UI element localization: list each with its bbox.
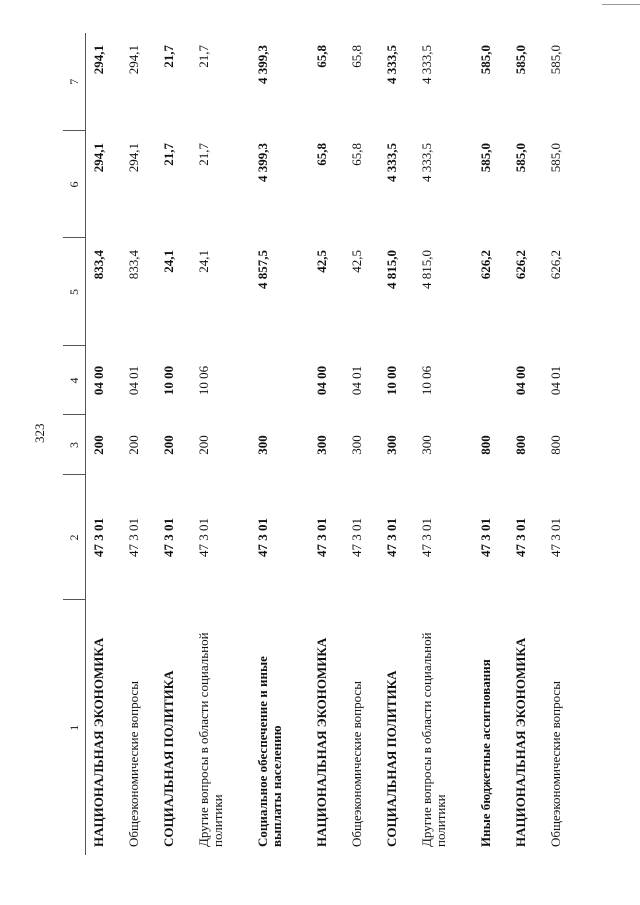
row-code-cell: 47 3 01: [255, 518, 271, 557]
row-code-cell: 47 3 01: [195, 518, 211, 557]
row-col7-cell: 585,0: [513, 45, 529, 75]
row-name-cell: СОЦИАЛЬНАЯ ПОЛИТИКА: [384, 670, 400, 847]
row-col7-cell: 4 333,5: [418, 45, 434, 84]
row-name-cell: Общеэкономические вопросы: [548, 681, 563, 847]
row-section-cell: [250, 346, 309, 415]
row-col7-cell: 21,7: [161, 45, 177, 68]
row-col7-cell: 65,8: [349, 45, 365, 68]
table-row: [250, 33, 309, 855]
row-code-cell: 47 3 01: [126, 518, 142, 557]
row-col7-cell: 585,0: [478, 45, 494, 75]
row-section-cell: 04 00: [314, 365, 330, 396]
table-row: [543, 33, 579, 855]
table-row: [309, 33, 344, 855]
row-code-cell: 47 3 01: [478, 518, 494, 557]
row-code-cell: 47 3 01: [314, 518, 330, 557]
row-code-cell: 47 3 01: [161, 518, 177, 557]
header-col-4: 4: [63, 346, 86, 415]
table-row: [121, 33, 156, 855]
row-name-cell: СОЦИАЛЬНАЯ ПОЛИТИКА: [161, 670, 177, 847]
row-type-cell: 300: [255, 435, 271, 455]
row-col5-cell: 4 815,0: [384, 250, 400, 289]
row-col6-cell: 294,1: [126, 143, 142, 173]
row-col5-cell: 4 857,5: [255, 250, 271, 289]
row-name-cell: НАЦИОНАЛЬНАЯ ЭКОНОМИКА: [91, 637, 106, 847]
row-type-cell: 800: [478, 435, 494, 455]
row-section-cell: 10 00: [384, 365, 400, 396]
table-row: [414, 33, 473, 855]
row-type-cell: 300: [314, 435, 330, 455]
row-name-cell: НАЦИОНАЛЬНАЯ ЭКОНОМИКА: [513, 637, 529, 847]
row-col6-cell: 4 399,3: [255, 143, 271, 182]
row-col5-cell: 4 815,0: [418, 250, 434, 289]
header-col-5: 5: [63, 238, 86, 346]
row-section-cell: 10 06: [418, 365, 434, 396]
row-name-cell: НАЦИОНАЛЬНАЯ ЭКОНОМИКА: [314, 637, 330, 847]
budget-table: [63, 33, 579, 855]
row-code-cell: 47 3 01: [418, 518, 434, 557]
row-col6-cell: 65,8: [314, 143, 330, 166]
row-col6-cell: 4 333,5: [418, 143, 434, 182]
row-code-cell: 47 3 01: [91, 518, 106, 557]
row-section-cell: [473, 346, 508, 415]
row-type-cell: 300: [418, 435, 434, 455]
row-type-cell: 800: [513, 435, 529, 455]
table-row: [344, 33, 379, 855]
table-row: [86, 33, 122, 855]
row-col7-cell: 4 333,5: [384, 45, 400, 84]
header-col-7: 7: [63, 33, 86, 131]
row-col6-cell: 585,0: [548, 143, 563, 173]
row-col7-cell: 585,0: [548, 45, 563, 75]
row-col6-cell: 21,7: [195, 143, 211, 166]
row-section-cell: 10 06: [195, 365, 211, 396]
table-header-row: [63, 33, 86, 855]
row-col6-cell: 585,0: [513, 143, 529, 173]
row-type-cell: 300: [384, 435, 400, 455]
header-col-2: 2: [63, 475, 86, 600]
row-section-cell: 04 01: [548, 365, 563, 396]
row-name-cell: Другие вопросы в области социальной политики: [418, 632, 448, 847]
row-col6-cell: 21,7: [161, 143, 177, 166]
row-col7-cell: 294,1: [91, 45, 106, 75]
row-col7-cell: 65,8: [314, 45, 330, 68]
row-type-cell: 300: [349, 435, 365, 455]
row-section-cell: 04 00: [513, 365, 529, 396]
row-col6-cell: 65,8: [349, 143, 365, 166]
row-col5-cell: 24,1: [195, 250, 211, 273]
row-col5-cell: 42,5: [314, 250, 330, 273]
row-section-cell: 10 00: [161, 365, 177, 396]
corner-mark: [602, 4, 640, 5]
row-col7-cell: 21,7: [195, 45, 211, 68]
table-row: [508, 33, 543, 855]
row-section-cell: 04 01: [349, 365, 365, 396]
header-col-1: 1: [63, 600, 86, 855]
row-code-cell: 47 3 01: [548, 518, 563, 557]
row-col5-cell: 833,4: [126, 250, 142, 280]
row-name-cell: Социальное обеспечение и иные выплаты населению: [255, 656, 285, 847]
row-col5-cell: 833,4: [91, 250, 106, 280]
row-col7-cell: 294,1: [126, 45, 142, 75]
row-section-cell: 04 01: [126, 365, 142, 396]
table-row: [156, 33, 191, 855]
row-col7-cell: 4 399,3: [255, 45, 271, 84]
header-col-3: 3: [63, 415, 86, 475]
row-col5-cell: 626,2: [548, 250, 563, 280]
row-code-cell: 47 3 01: [513, 518, 529, 557]
table-body: [86, 33, 580, 855]
table-row: [191, 33, 250, 855]
row-col5-cell: 24,1: [161, 250, 177, 273]
table-row: [473, 33, 508, 855]
row-name-cell: Другие вопросы в области социальной политики: [195, 632, 225, 847]
row-col6-cell: 294,1: [91, 143, 106, 173]
row-col5-cell: 626,2: [513, 250, 529, 280]
row-type-cell: 200: [161, 435, 177, 455]
row-type-cell: 800: [548, 435, 563, 455]
row-name-cell: Иные бюджетные ассигнования: [478, 659, 494, 847]
page-number: 323: [32, 423, 47, 443]
row-type-cell: 200: [195, 435, 211, 455]
row-section-cell: 04 00: [91, 365, 106, 396]
row-type-cell: 200: [91, 435, 106, 455]
row-code-cell: 47 3 01: [349, 518, 365, 557]
table-row: [379, 33, 414, 855]
row-name-cell: Общеэкономические вопросы: [349, 681, 365, 847]
row-code-cell: 47 3 01: [384, 518, 400, 557]
row-col6-cell: 4 333,5: [384, 143, 400, 182]
row-col6-cell: 585,0: [478, 143, 494, 173]
row-name-cell: Общеэкономические вопросы: [126, 681, 142, 847]
rotated-table-container: [63, 33, 579, 855]
header-col-6: 6: [63, 131, 86, 238]
row-col5-cell: 626,2: [478, 250, 494, 280]
row-col5-cell: 42,5: [349, 250, 365, 273]
row-type-cell: 200: [126, 435, 142, 455]
